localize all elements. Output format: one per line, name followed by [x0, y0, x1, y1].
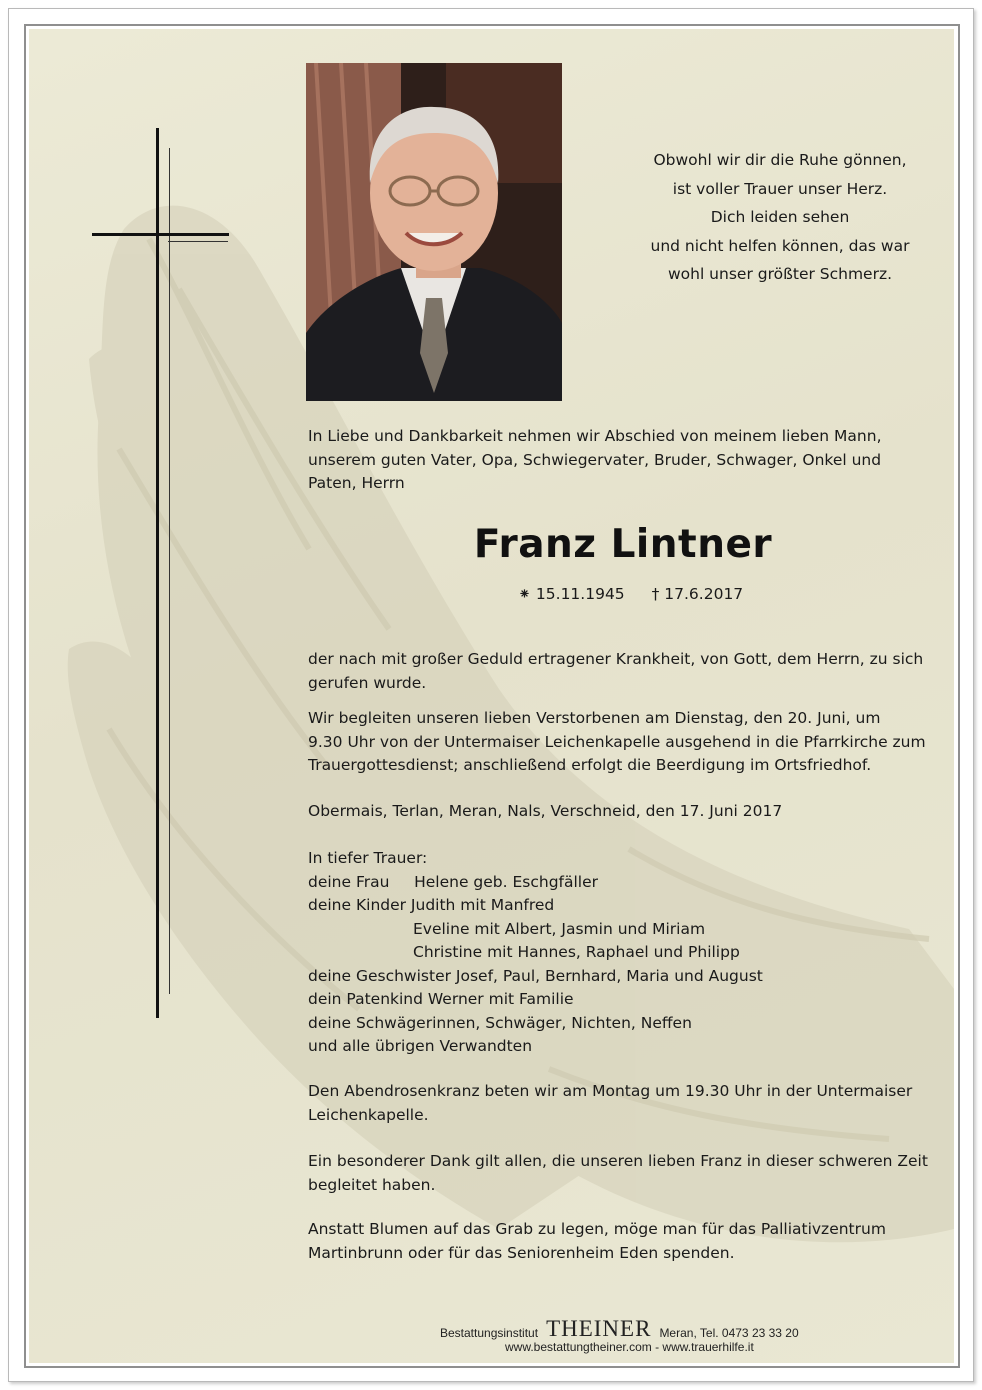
poem-line: Dich leiden sehen: [710, 208, 850, 226]
mourners-heading: In tiefer Trauer:: [308, 849, 428, 867]
thanks-line: begleitet haben.: [308, 1175, 436, 1194]
mourner-line: deine Schwägerinnen, Schwäger, Nichten, Neffen: [308, 1013, 692, 1032]
wife-name: Helene geb. Eschgfäller: [414, 872, 599, 891]
footer-contact: Meran, Tel. 0473 23 33 20: [659, 1326, 799, 1340]
cross-horizontal-bar: [92, 233, 229, 236]
passing-line: der nach mit großer Geduld ertragener Krankheit, von Gott, dem Herrn, zu sich: [308, 650, 924, 668]
life-dates: [518, 585, 765, 603]
cross-vertical-line: [169, 148, 170, 994]
mourner-line: dein Patenkind Werner mit Familie: [308, 990, 574, 1008]
passing-paragraph: [308, 648, 948, 695]
funeral-line: Trauergottesdienst; anschließend erfolgt die Beerdigung im Ortsfriedhof.: [308, 756, 872, 774]
rosary-line: Den Abendrosenkranz beten wir am Montag um 19.30 Uhr in der Untermaiser: [308, 1082, 913, 1100]
passing-line: gerufen wurde.: [308, 673, 427, 692]
footer-prefix: Bestattungsinstitut: [440, 1326, 539, 1340]
funeral-home-logo: THEINER: [546, 1316, 652, 1341]
rosary-line: Leichenkapelle.: [308, 1105, 429, 1124]
mourner-line: und alle übrigen Verwandten: [308, 1037, 533, 1055]
funeral-line: Wir begleiten unseren lieben Verstorbenen am Dienstag, den 20. Juni, um: [308, 709, 881, 727]
intro-line: unserem guten Vater, Opa, Schwiegervater, Bruder, Schwager, Onkel und: [308, 450, 882, 469]
funeral-line: 9.30 Uhr von der Untermaiser Leichenkapelle ausgehend in die Pfarrkirche zum: [308, 732, 926, 751]
mourner-child: Christine mit Hannes, Raphael und Philipp: [413, 943, 740, 961]
portrait-photo: [306, 63, 562, 401]
thanks-line: Ein besonderer Dank gilt allen, die unseren lieben Franz in dieser schweren Zeit: [308, 1152, 928, 1170]
poem-line: Obwohl wir dir die Ruhe gönnen,: [653, 151, 907, 169]
cross-vertical-bar: [156, 128, 159, 1018]
donation-paragraph: [308, 1218, 948, 1265]
death-date: † 17.6.2017: [651, 585, 744, 603]
poem-line: ist voller Trauer unser Herz.: [672, 179, 888, 198]
mourner-line: deine Geschwister Josef, Paul, Bernhard, Maria und August: [308, 966, 763, 985]
donation-line: Martinbrunn oder für das Seniorenheim Eden spenden.: [308, 1243, 735, 1262]
funeral-paragraph: [308, 707, 948, 778]
mourner-child: Eveline mit Albert, Jasmin und Miriam: [413, 919, 706, 938]
donation-line: Anstatt Blumen auf das Grab zu legen, möge man für das Palliativzentrum: [308, 1220, 886, 1238]
poem-line: wohl unser größter Schmerz.: [667, 265, 893, 283]
mourners-list: [308, 847, 948, 1059]
intro-line: Paten, Herrn: [308, 474, 405, 492]
wife-label: deine Frau: [308, 872, 390, 891]
footer-websites: www.bestattungtheiner.com - www.trauerhilfe.it: [505, 1340, 754, 1354]
mourner-children: deine Kinder Judith mit Manfred: [308, 896, 555, 914]
thanks-paragraph: [308, 1150, 948, 1197]
place-date: Obermais, Terlan, Meran, Nals, Verschneid, den 17. Juni 2017: [308, 802, 783, 820]
cross-horizontal-line: [168, 241, 228, 242]
birth-date: ⁕ 15.11.1945: [518, 585, 625, 603]
intro-line: In Liebe und Dankbarkeit nehmen wir Abschied von meinem lieben Mann,: [308, 427, 882, 445]
deceased-name: Franz Lintner: [473, 522, 773, 567]
intro-paragraph: [308, 425, 948, 496]
mourner-wife: [308, 871, 948, 895]
poem: [620, 146, 940, 289]
funeral-home-footer: [440, 1318, 940, 1340]
rosary-paragraph: [308, 1080, 948, 1127]
poem-line: und nicht helfen können, das war: [650, 236, 910, 255]
